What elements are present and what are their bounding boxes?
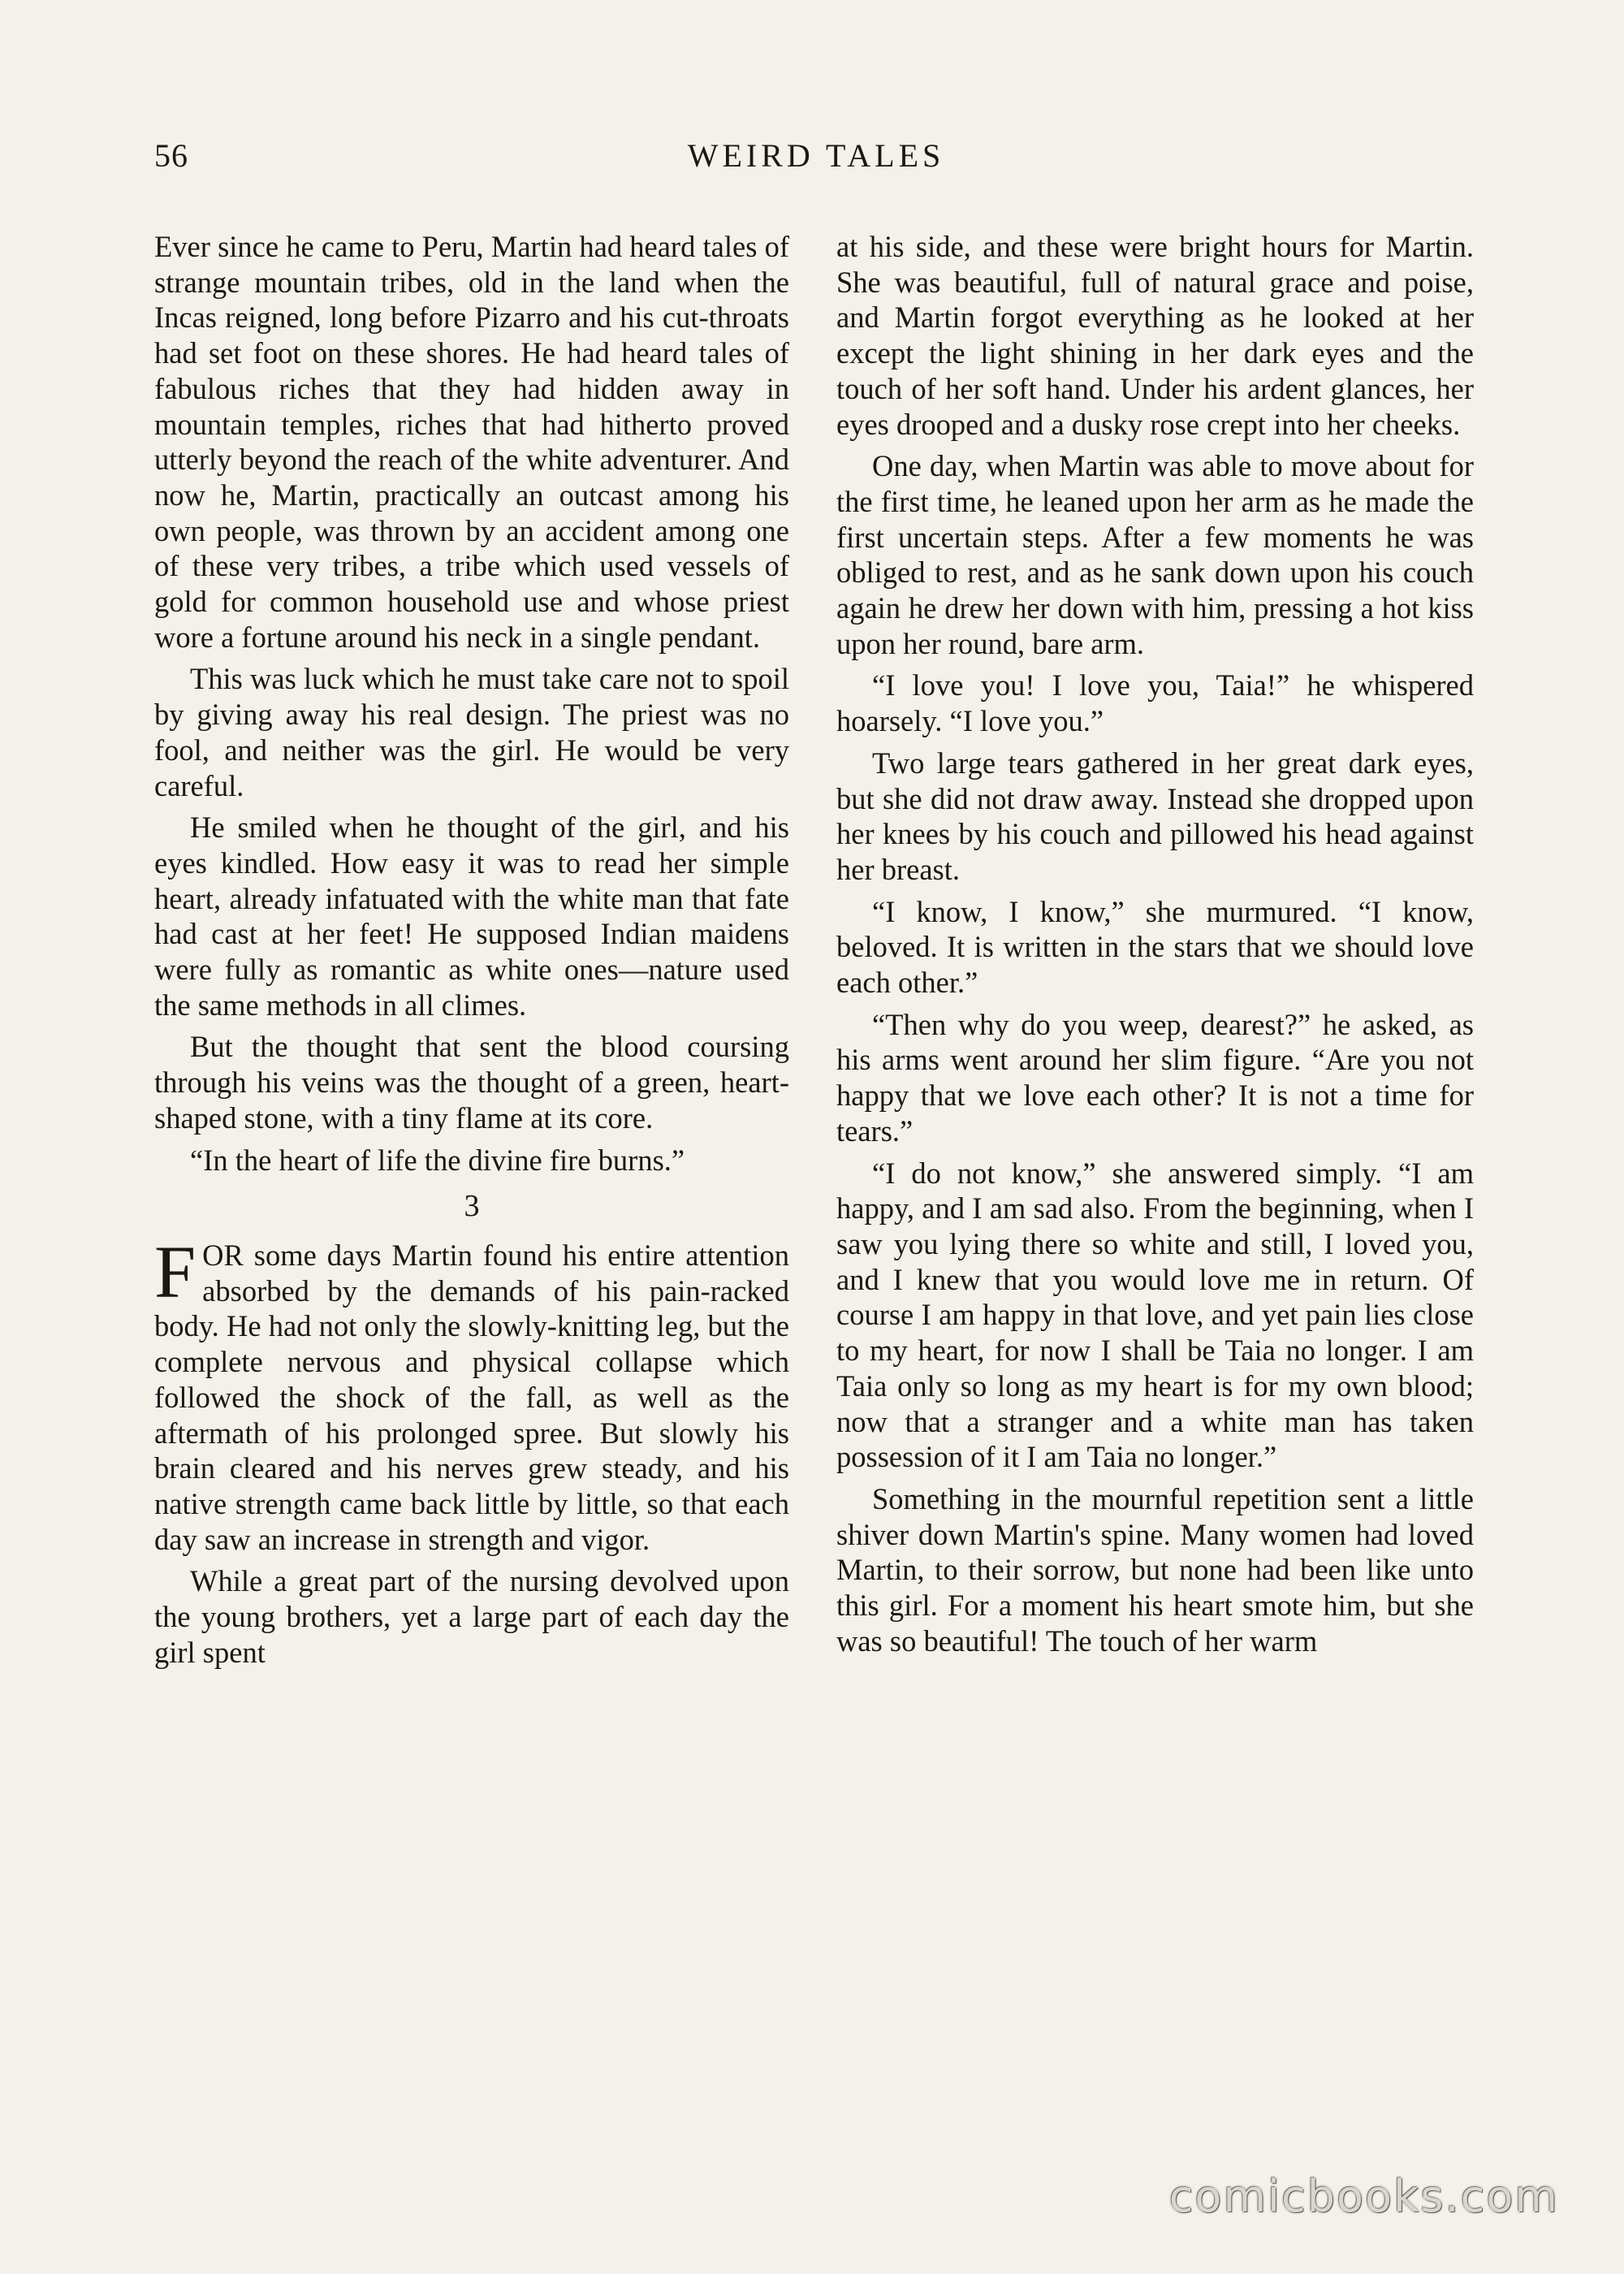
paragraph-drop-cap: FOR some days Martin found his entire attention absorbed by the demands of his pain-racked body. He had not only the slowly-knitting leg, but the complete nervous and physical collapse which followed the shock of the fall, as well as the aftermath of his prolonged spree. But slowly his brain cleared and his nerves grew steady, and his native strength came back little by little, so that each day saw an increase in strength and vigor. <box>154 1230 789 1556</box>
paragraph: Two large tears gathered in her great dark eyes, but she did not draw away. Instead she dropped upon her knees by his couch and pillowed his head against her breast. <box>836 746 1474 886</box>
section-number: 3 <box>464 1189 480 1224</box>
running-title: WEIRD TALES <box>687 137 945 174</box>
left-column <box>154 229 789 1676</box>
right-column <box>836 229 1474 1665</box>
paragraph: One day, when Martin was able to move about for the first time, he leaned upon her arm as he made the first uncertain steps. After a few moments he was obliged to rest, and as he sank down upon his couch again he drew her down with him, pressing a hot kiss upon her round, bare arm. <box>836 449 1474 660</box>
paragraph: “Then why do you weep, dearest?” he asked, as his arms went around her slim figure. “Are you not happy that we love each other? It is not a time for tears.” <box>836 1007 1474 1148</box>
paragraph: This was luck which he must take care not to spoil by giving away his real design. The priest was no fool, and neither was the girl. He would be very careful. <box>154 662 789 802</box>
paragraph: Ever since he came to Peru, Martin had heard tales of strange mountain tribes, old in the land when the Incas reigned, long before Pizarro and his cut-throats had set foot on these shores. He had heard tales of fabulous riches that they had hidden away in mountain temples, riches that had hitherto proved utterly beyond the reach of the white adventurer. And now he, Martin, practically an outcast among his own people, was thrown by an accident among one of these very tribes, a tribe which used vessels of gold for common household use and whose priest wore a fortune around his neck in a single pendant. <box>154 230 789 654</box>
page-header <box>154 136 1478 185</box>
paragraph: Something in the mournful repetition sent a little shiver down Martin's spine. Many women had loved Martin, to their sorrow, but none had been like unto this girl. For a moment his heart smote him, but she was so beautiful! The touch of her warm <box>836 1481 1474 1658</box>
page-number: 56 <box>154 137 188 174</box>
paragraph: “I do not know,” she answered simply. “I am happy, and I am sad also. From the beginning, when I saw you lying there so white and still, I loved you, and I knew that you would love me in return. Of course I am happy in that love, and yet pain lies close to my heart, for now I shall be Taia no longer. I am Taia only so long as my heart is for my own blood; now that a stranger and a white man has taken possession of it I am Taia no longer.” <box>836 1156 1474 1474</box>
paragraph: While a great part of the nursing devolved upon the young brothers, yet a large part of each day the girl spent <box>154 1564 789 1669</box>
paragraph: “In the heart of life the divine fire burns.” <box>190 1143 685 1177</box>
paragraph: “I love you! I love you, Taia!” he whispered hoarsely. “I love you.” <box>836 668 1474 738</box>
paragraph: He smiled when he thought of the girl, and his eyes kindled. How easy it was to read her simple heart, already infatuated with the white man that fate had cast at her feet! He supposed Indian maidens were fully as romantic as white ones—nature used the same methods in all climes. <box>154 811 789 1022</box>
watermark: comicbooks.com <box>1168 2171 1559 2222</box>
paragraph: But the thought that sent the blood coursing through his veins was the thought of a green, heart-shaped stone, with a tiny flame at its core. <box>154 1030 789 1135</box>
paragraph: at his side, and these were bright hours for Martin. She was beautiful, full of natural grace and poise, and Martin forgot everything as he looked at her except the light shining in her dark eyes and the touch of her soft hand. Under his ardent glances, her eyes drooped and a dusky rose crept into her cheeks. <box>836 230 1474 441</box>
paragraph: “I know, I know,” she murmured. “I know, beloved. It is written in the stars that we should love each other.” <box>836 894 1474 1000</box>
